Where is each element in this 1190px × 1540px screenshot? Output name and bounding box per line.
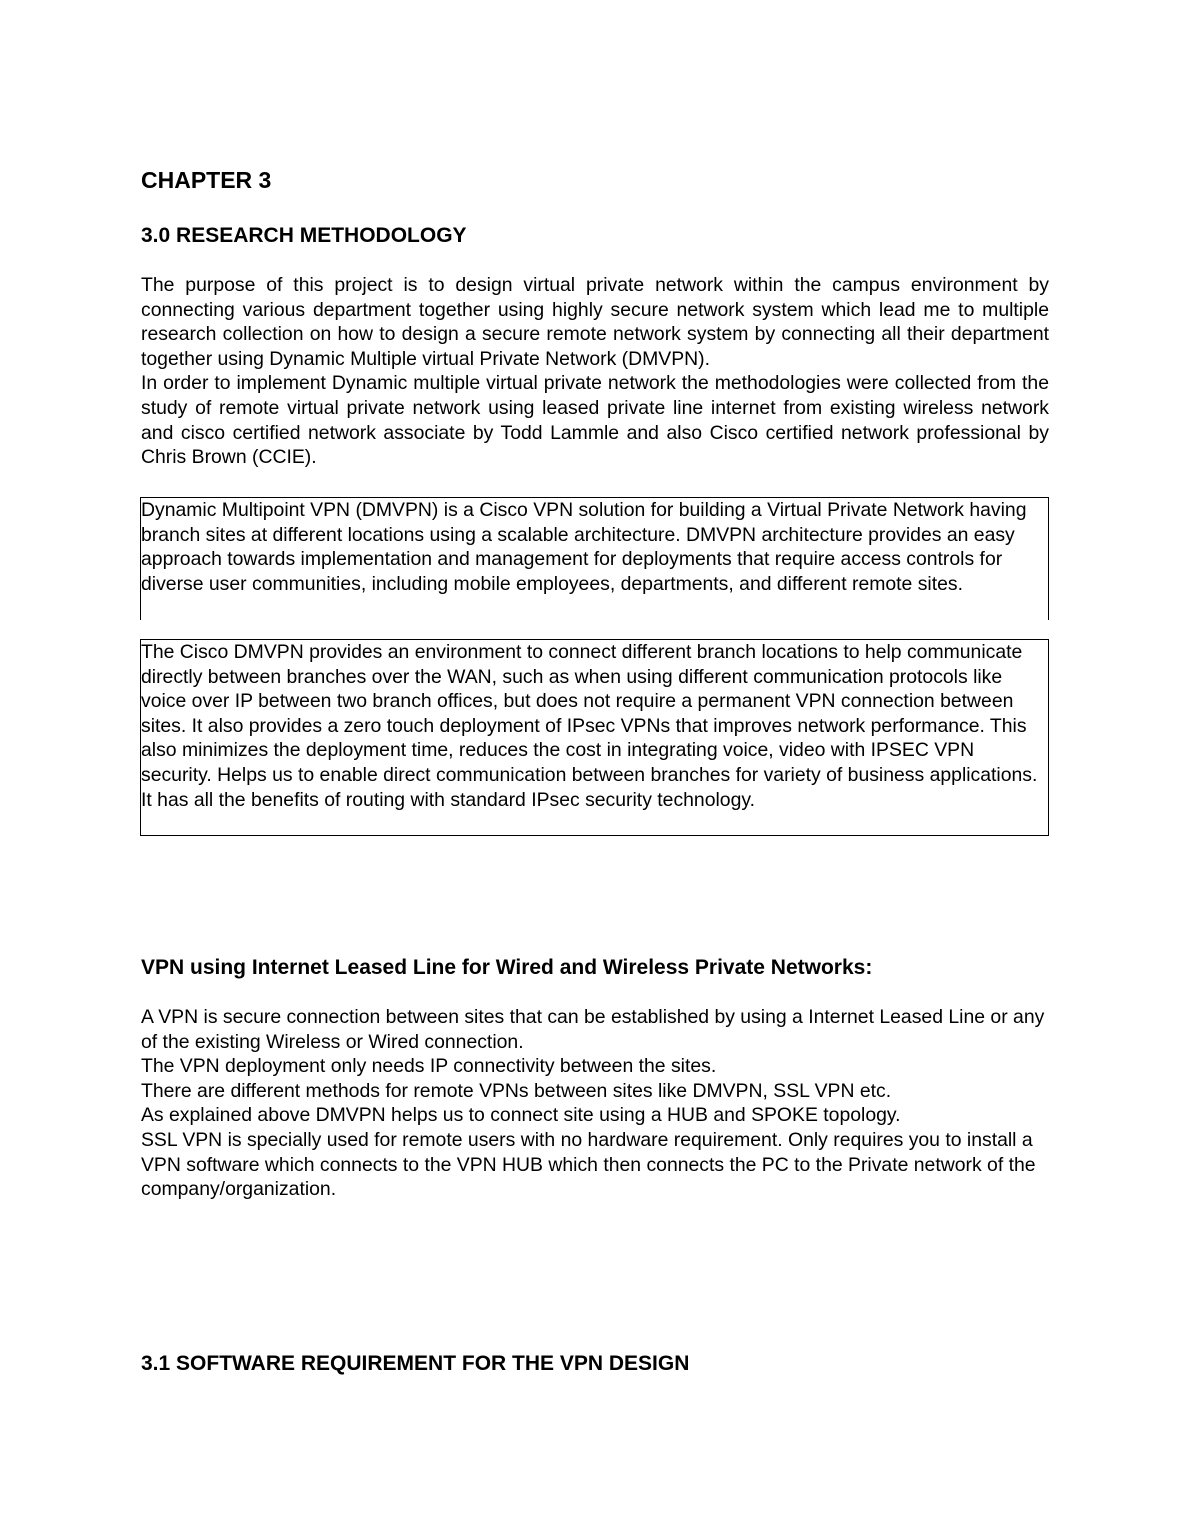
cisco-dmvpn-text-box <box>140 639 1049 836</box>
vpn-line-5: SSL VPN is specially used for remote users with no hardware requirement. Only requires you to install a VPN software which connects to the VPN HUB which then connects the PC to the Private network of the company/organization. <box>141 1128 1036 1201</box>
section-heading-research-methodology: 3.0 RESEARCH METHODOLOGY <box>141 224 467 247</box>
dmvpn-text-box <box>140 497 1049 620</box>
vpn-leased-line-body <box>141 1005 1049 1202</box>
vpn-line-3: There are different methods for remote VPNs between sites like DMVPN, SSL VPN etc. <box>141 1079 892 1102</box>
paragraph-implementation: In order to implement Dynamic multiple virtual private network the methodologies were collected from the study of remote virtual private network using leased private line internet from existing wireless network and cisco certified network associate by Todd Lammle and also Cisco certified network professional by Chris Brown (CCIE). <box>141 372 1049 469</box>
paragraph-purpose: The purpose of this project is to design virtual private network within the campus environment by connecting various department together using highly secure network system which lead me to multiple research collection on how to design a secure remote network system by connecting all their department together using Dynamic Multiple virtual Private Network (DMVPN). <box>141 274 1049 370</box>
vpn-line-4: As explained above DMVPN helps us to connect site using a HUB and SPOKE topology. <box>141 1104 901 1127</box>
section-heading-vpn-leased-line: VPN using Internet Leased Line for Wired and Wireless Private Networks: <box>141 956 873 979</box>
section-heading-software-requirement: 3.1 SOFTWARE REQUIREMENT FOR THE VPN DESIGN <box>141 1352 690 1375</box>
chapter-title: CHAPTER 3 <box>141 167 272 193</box>
vpn-line-2: The VPN deployment only needs IP connectivity between the sites. <box>141 1055 717 1078</box>
dmvpn-description: Dynamic Multipoint VPN (DMVPN) is a Cisco VPN solution for building a Virtual Private Network having branch sites at different locations using a scalable architecture. DMVPN architecture provides an easy approach towards implementation and management for deployments that require access controls for diverse user communities, including mobile employees, departments, and different remote sites. <box>141 499 1027 595</box>
cisco-dmvpn-description: The Cisco DMVPN provides an environment to connect different branch locations to help communicate directly between branches over the WAN, such as when using different communication protocols like voice over IP between two branch offices, but does not require a permanent VPN connection between sites. It also provides a zero touch deployment of IPsec VPNs that improves network performance. This also minimizes the deployment time, reduces the cost in integrating voice, video with IPSEC VPN security. Helps us to enable direct communication between branches for variety of business applications. It has all the benefits of routing with standard IPsec security technology. <box>141 641 1038 811</box>
vpn-line-1: A VPN is secure connection between sites that can be established by using a Internet Leased Line or any of the existing Wireless or Wired connection. <box>141 1006 1045 1053</box>
research-methodology-body <box>141 273 1049 470</box>
